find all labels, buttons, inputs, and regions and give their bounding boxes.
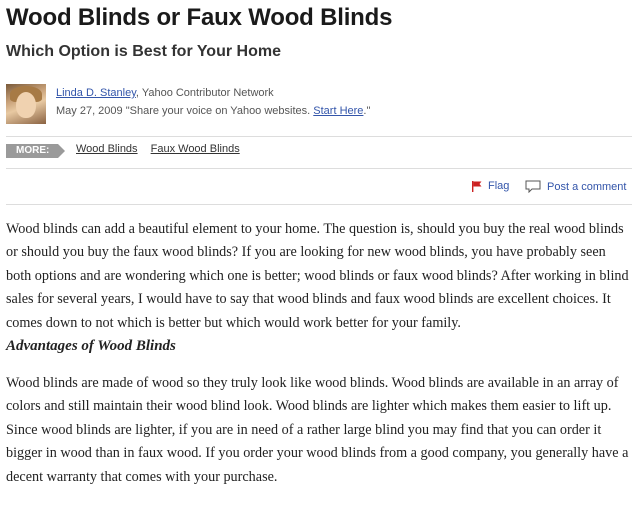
- article-subtitle: Which Option is Best for Your Home: [6, 43, 281, 60]
- author-date-line: [56, 105, 370, 117]
- post-comment-action[interactable]: [525, 180, 626, 193]
- author-avatar[interactable]: [6, 84, 46, 124]
- tag-link[interactable]: Wood Blinds: [76, 143, 138, 155]
- comment-bubble-icon: [525, 180, 541, 193]
- divider-top: [6, 136, 632, 137]
- start-here-link[interactable]: Start Here: [313, 105, 364, 117]
- tag-list: [76, 143, 250, 155]
- date-line-end: .": [363, 105, 371, 117]
- avatar-face: [16, 92, 36, 118]
- article-title: Wood Blinds or Faux Wood Blinds: [6, 4, 393, 31]
- flag-action[interactable]: [472, 180, 509, 192]
- publish-date: May 27, 2009 "Share your voice on Yahoo websites.: [56, 105, 311, 117]
- post-comment-label: Post a comment: [547, 180, 627, 193]
- author-network: , Yahoo Contributor Network: [135, 87, 274, 99]
- author-name-link[interactable]: Linda D. Stanley: [56, 87, 136, 99]
- article-paragraph: Wood blinds can add a beautiful element to your home. The question is, should you buy the real wood blinds or should you buy the faux wood blinds? If you are looking for new wood blinds, you have probably seen both options and are wondering which one is better; wood blinds or faux wood blinds? After working in blind sales for several years, I would have to say that wood blinds and faux wood blinds are excellent choices. It comes down to not which is better but which would work better for your family.: [6, 221, 629, 331]
- article-body: [6, 218, 632, 489]
- divider-bottom: [6, 204, 632, 205]
- divider-middle: [6, 168, 632, 169]
- section-heading: Advantages of Wood Blinds: [6, 338, 176, 355]
- author-byline: [56, 87, 274, 99]
- flag-label: Flag: [488, 180, 510, 192]
- flag-icon: [472, 181, 482, 192]
- article-paragraph: Wood blinds are made of wood so they truly look like wood blinds. Wood blinds are available in an array of colors and still maintain their wood blind look. Wood blinds are lighter which makes them easier to lift up. Since wood blinds are lighter, if you are in need of a rather large blind you may find that you can order it bigger in wood than in faux wood. If you order your wood blinds from a good company, you generally have a decent warranty that comes with your purchase.: [6, 375, 629, 485]
- tag-link[interactable]: Faux Wood Blinds: [150, 143, 240, 155]
- more-badge: MORE:: [6, 144, 58, 158]
